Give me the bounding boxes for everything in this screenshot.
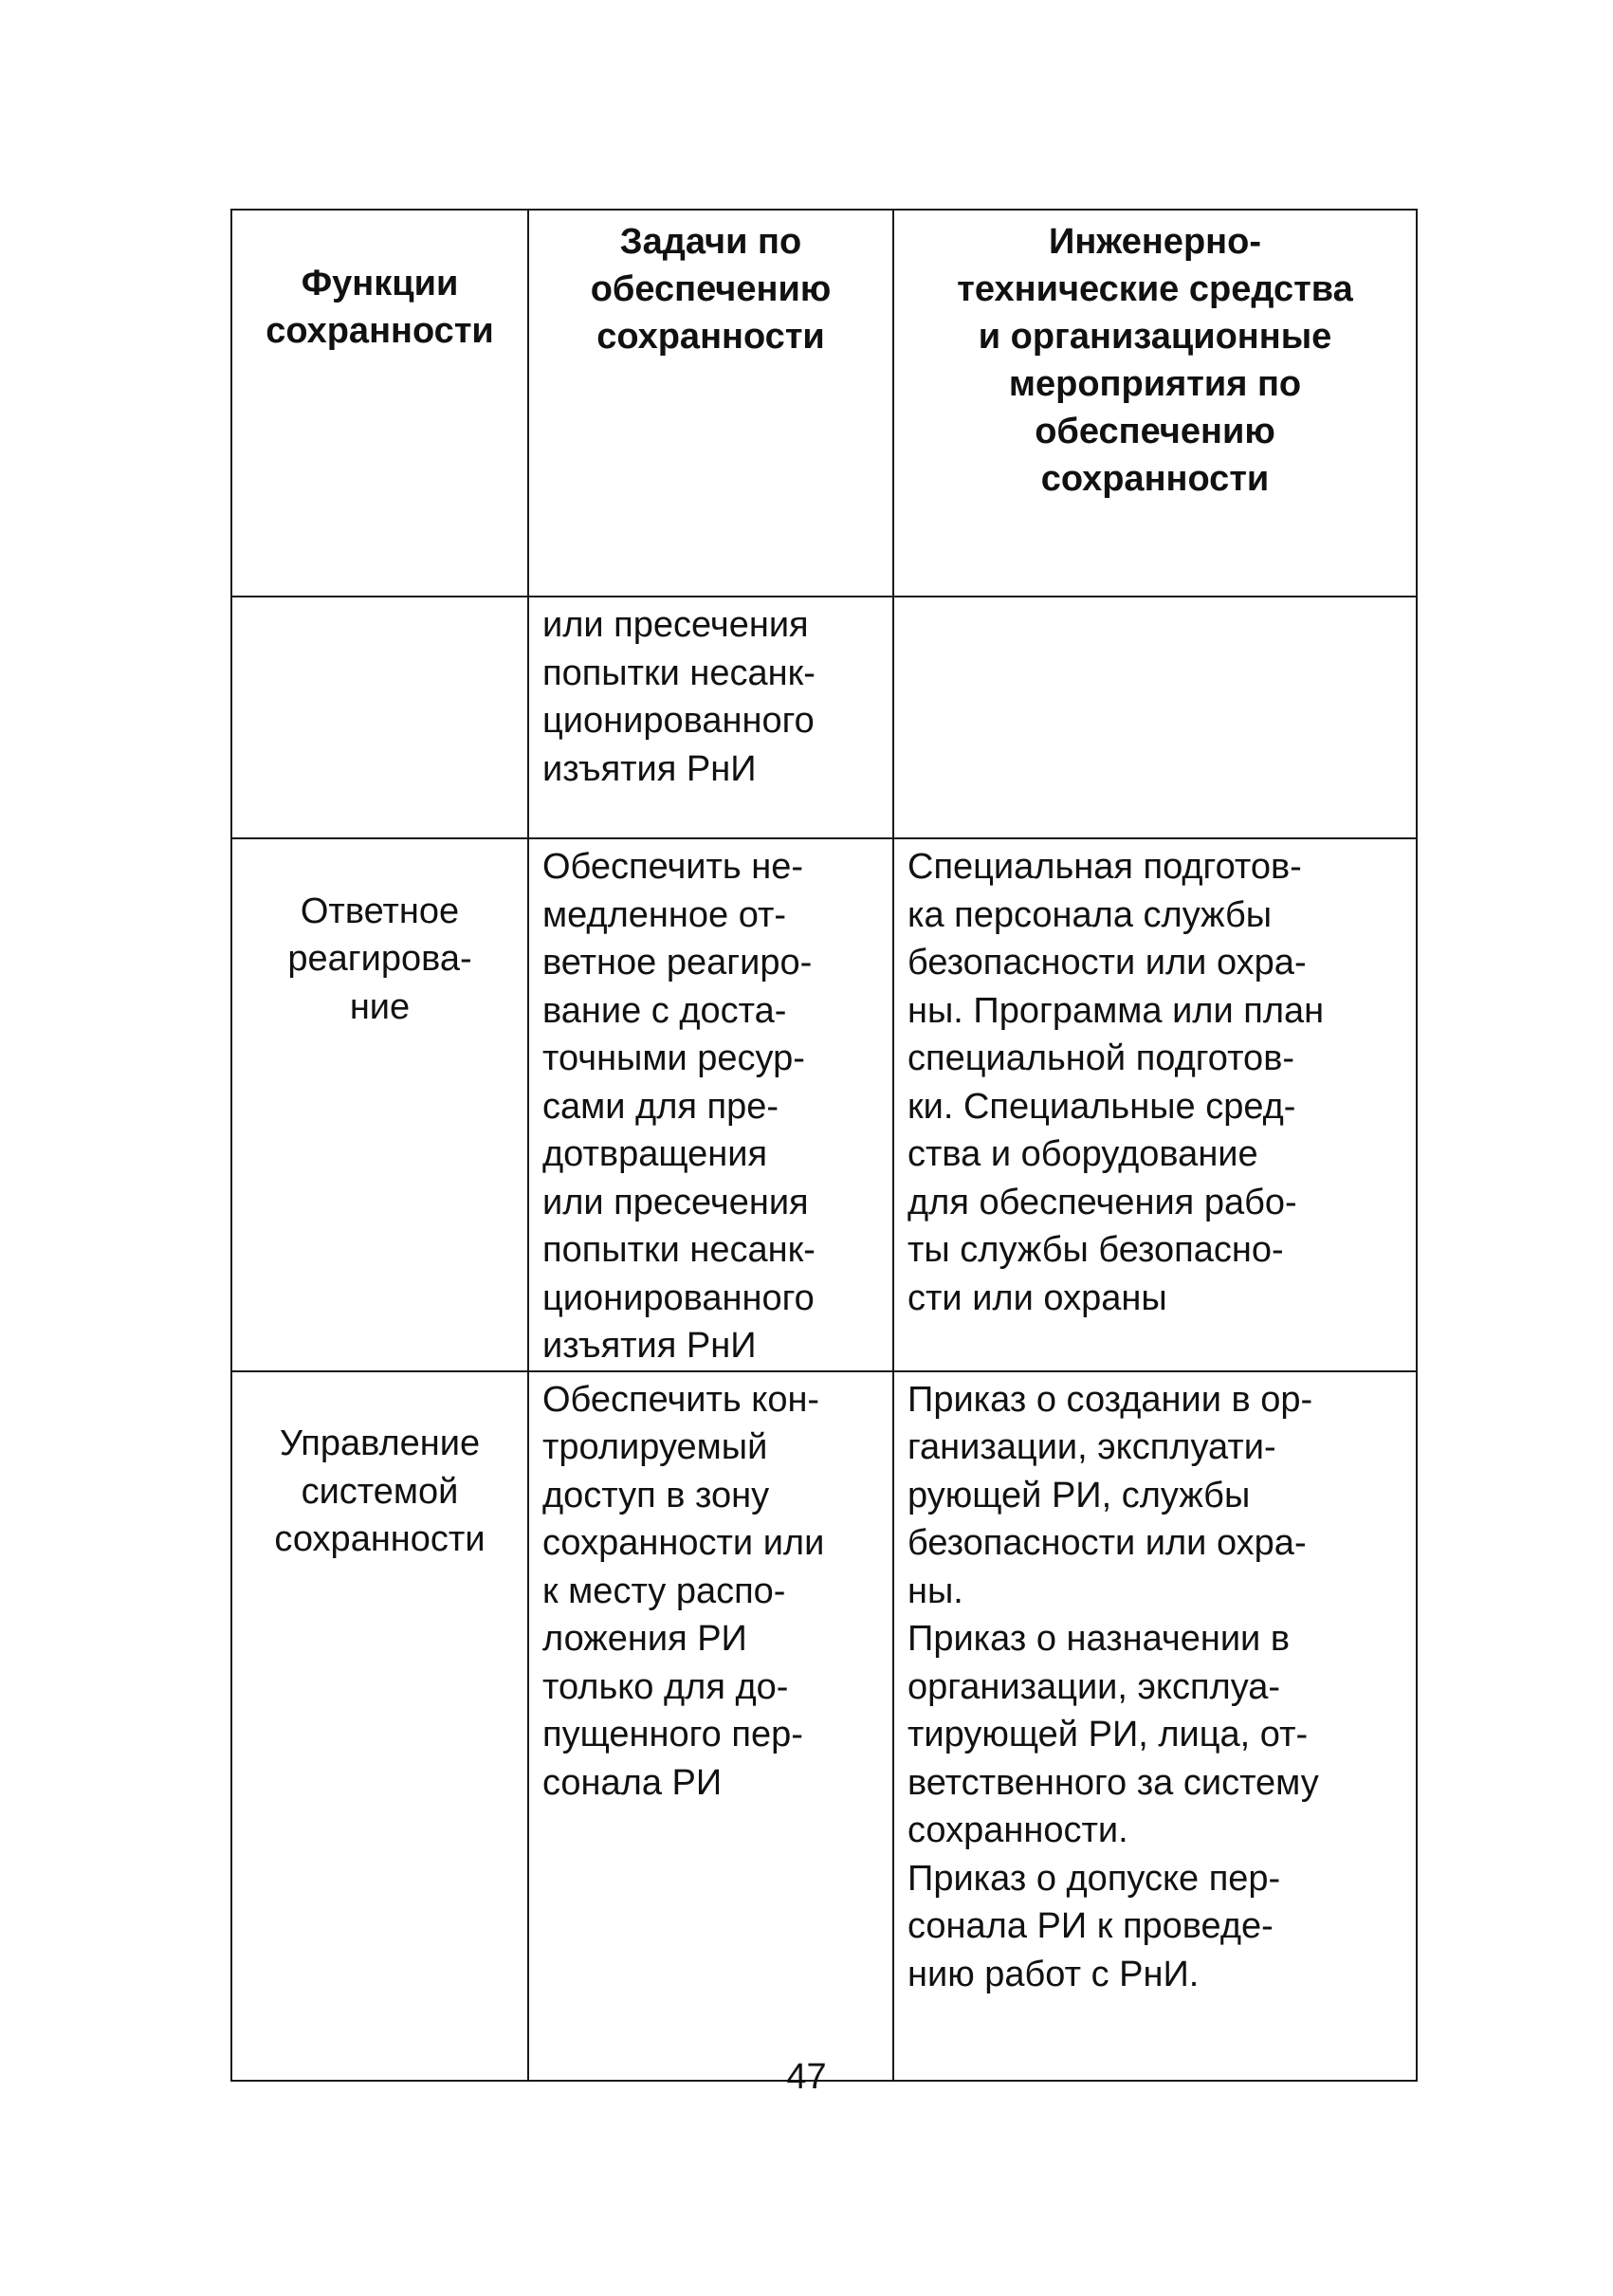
function-cell — [231, 597, 528, 838]
means-text: Специальная подготов- ка персонала службы безопасности или охра- ны. Программа или план специальной подготов- ки. Специальные сред- ства и оборудование для обеспечения рабо- ты службы безопасно- сти или охраны — [907, 847, 1325, 1318]
measures-table — [230, 209, 1418, 2082]
page-number: 47 — [786, 2057, 827, 2097]
function-label: Управление системой сохранности — [274, 1424, 486, 1559]
function-label: Ответное реагирова- ние — [287, 891, 472, 1027]
header-tasks-label: Задачи по обеспечению сохранности — [590, 222, 832, 357]
means-text — [894, 597, 1416, 601]
function-cell — [231, 838, 528, 1371]
means-cell — [893, 838, 1417, 1371]
header-means-label: Инженерно- технические средства и организационные мероприятия по обеспечению сохранности — [957, 222, 1353, 499]
means-text: Приказ о создании в ор- ганизации, эксплуати- рующей РИ, службы безопасности или охра- ны. Приказ о назначении в организации, эксплуа- тирующей РИ, лица, от- ветственного за систему сохранности. Приказ о допуске пер- сонала РИ к проведе- нию работ с РнИ. — [907, 1379, 1319, 1994]
task-cell — [528, 597, 893, 838]
task-cell — [528, 838, 893, 1371]
means-cell — [893, 597, 1417, 838]
table-row — [231, 597, 1417, 838]
header-means — [893, 210, 1417, 597]
header-functions — [231, 210, 528, 597]
means-cell — [893, 1371, 1417, 2081]
task-text: Обеспечить кон- тролируемый доступ в зону сохранности или к месту распо- ложения РИ только для до- пущенного пер- сонала РИ — [542, 1379, 825, 1803]
table-row — [231, 838, 1417, 1371]
header-row — [231, 210, 1417, 597]
task-text: Обеспечить не- медленное от- ветное реагиро- вание с доста- точными ресур- сами для пре- дотвращения или пресечения попытки несанк- ционированного изъятия РнИ — [542, 847, 816, 1366]
header-tasks — [528, 210, 893, 597]
function-cell — [231, 1371, 528, 2081]
header-functions-label: Функции сохранности — [266, 264, 494, 351]
table-row — [231, 1371, 1417, 2081]
task-text: или пресечения попытки несанк- ционированного изъятия РнИ — [542, 605, 816, 789]
task-cell — [528, 1371, 893, 2081]
